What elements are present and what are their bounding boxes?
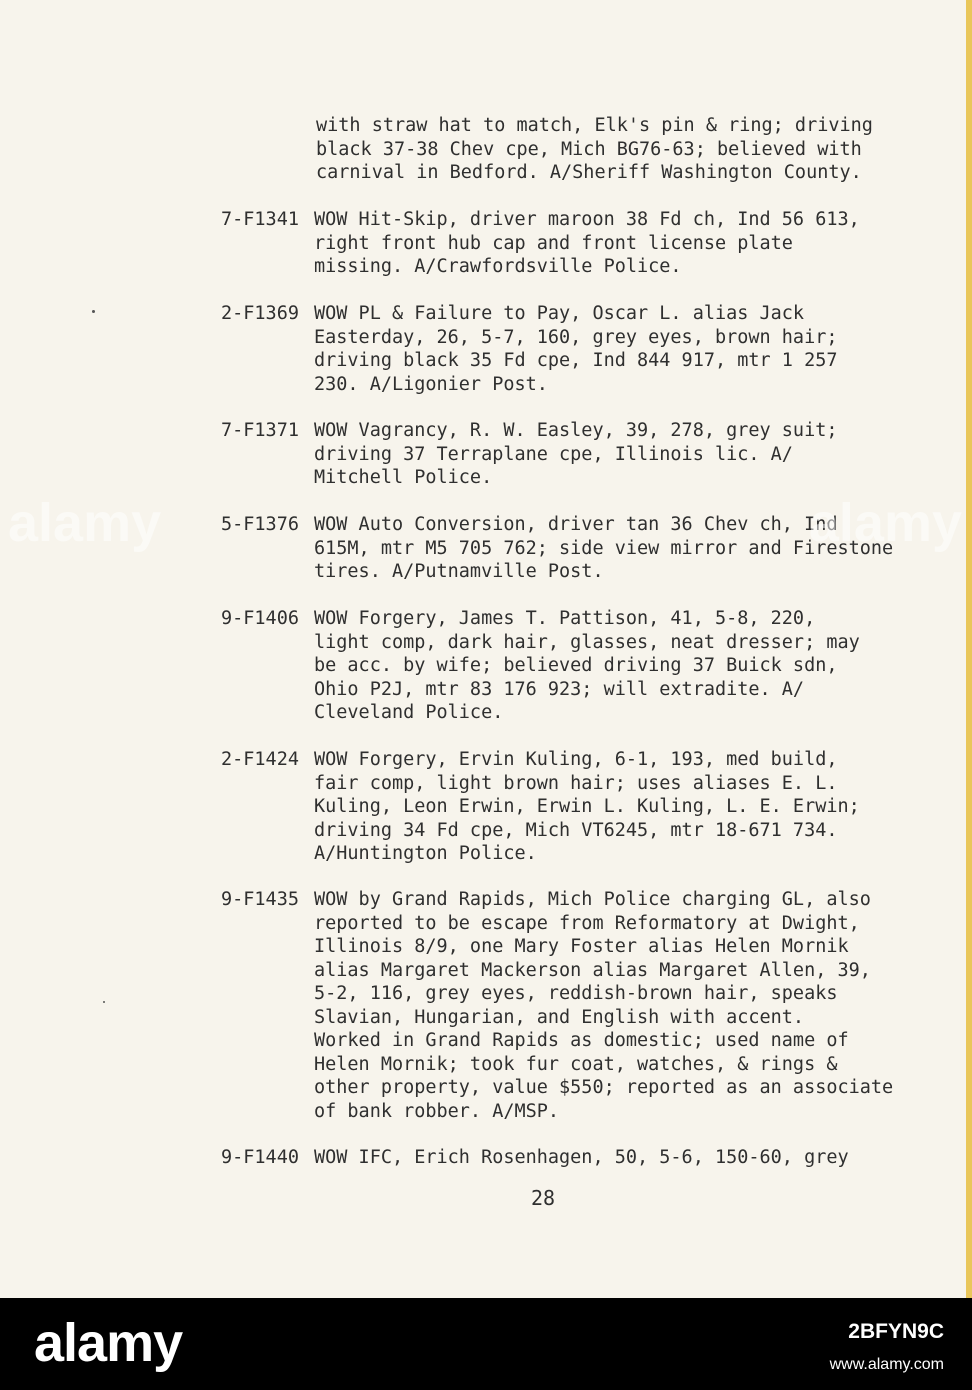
text-line: fair comp, light brown hair; uses aliases E. L. (314, 772, 838, 794)
text-line: be acc. by wife; believed driving 37 Buick sdn, (314, 655, 838, 676)
page-edge (966, 0, 972, 1298)
watermark-right: alamy (808, 493, 962, 553)
text-line: alias Margaret Mackerson alias Margaret Allen, 39, (314, 959, 871, 981)
entry-text (314, 748, 934, 866)
entry-text (314, 888, 934, 1123)
entry-code: 7-F1341 (221, 209, 299, 230)
text-line: Ohio P2J, mtr 83 176 923; will extradite. A/ (314, 678, 805, 700)
text-line: 230. A/Ligonier Post. (314, 373, 548, 395)
text-line: black 37-38 Chev cpe, Mich BG76-63; believed with (316, 138, 862, 160)
text-line: tires. A/Putnamville Post. (314, 561, 604, 582)
entry-text (314, 1146, 934, 1170)
text-line: missing. A/Crawfordsville Police. (314, 256, 682, 277)
page-number: 28 (531, 1186, 556, 1210)
text-line: driving black 35 Fd cpe, Ind 844 917, mtr 1 257 (314, 350, 838, 371)
entry-text (314, 419, 934, 490)
text-line: WOW Vagrancy, R. W. Easley, 39, 278, grey suit; (314, 420, 838, 441)
text-line: Cleveland Police. (314, 702, 504, 723)
entry-code: 7-F1371 (221, 420, 299, 441)
text-line: of bank robber. A/MSP. (314, 1100, 560, 1122)
text-line: right front hub cap and front license plate (314, 232, 793, 254)
text-line: light comp, dark hair, glasses, neat dresser; may (314, 631, 860, 653)
entry-code: 9-F1435 (221, 889, 299, 910)
text-line: WOW PL & Failure to Pay, Oscar L. alias Jack (314, 303, 805, 324)
entry-text (314, 302, 934, 396)
text-line: driving 37 Terraplane cpe, Illinois lic. A/ (314, 443, 793, 465)
entry-text (314, 208, 934, 279)
entry-code: 2-F1369 (221, 303, 299, 324)
paper-speck (92, 310, 95, 313)
entry-code: 5-F1376 (221, 514, 299, 535)
text-line: Mitchell Police. (314, 467, 493, 488)
text-line: Kuling, Leon Erwin, Erwin L. Kuling, L. E. Erwin; (314, 796, 860, 817)
text-line: Slavian, Hungarian, and English with accent. (314, 1006, 805, 1028)
paper-speck (103, 1001, 105, 1003)
text-line: 615M, mtr M5 705 762; side view mirror and Firestone (314, 537, 894, 559)
text-line: WOW Hit-Skip, driver maroon 38 Fd ch, Ind 56 613, (314, 209, 860, 230)
entry-text (314, 607, 934, 725)
entry-code: 9-F1406 (221, 608, 299, 629)
stock-footer (0, 1298, 972, 1390)
text-line: reported to be escape from Reformatory at Dwight, (314, 912, 860, 934)
watermark-left: alamy (8, 493, 162, 553)
text-line: WOW IFC, Erich Rosenhagen, 50, 5-6, 150-60, grey (314, 1147, 849, 1168)
text-line: WOW by Grand Rapids, Mich Police charging GL, also (314, 889, 871, 910)
text-line: WOW Forgery, James T. Pattison, 41, 5-8, 220, (314, 608, 816, 629)
text-line: Worked in Grand Rapids as domestic; used name of (314, 1030, 849, 1051)
text-line: with straw hat to match, Elk's pin & ring; driving (316, 115, 873, 136)
text-line: WOW Forgery, Ervin Kuling, 6-1, 193, med build, (314, 749, 838, 770)
text-line: 5-2, 116, grey eyes, reddish-brown hair, speaks (314, 983, 838, 1004)
text-line: other property, value $550; reported as an associate (314, 1077, 894, 1098)
entry-code: 2-F1424 (221, 749, 299, 770)
text-line: Helen Mornik; took fur coat, watches, & rings & (314, 1053, 838, 1075)
footer-logo: alamy (34, 1313, 183, 1373)
entry-text (314, 513, 934, 584)
text-line: Easterday, 26, 5-7, 160, grey eyes, brown hair; (314, 326, 838, 348)
continuation-text (316, 114, 873, 185)
text-line: driving 34 Fd cpe, Mich VT6245, mtr 18-671 734. (314, 819, 838, 841)
text-line: WOW Auto Conversion, driver tan 36 Chev ch, Ind (314, 514, 838, 535)
text-line: Illinois 8/9, one Mary Foster alias Helen Mornik (314, 936, 849, 957)
text-line: carnival in Bedford. A/Sheriff Washington County. (316, 162, 862, 183)
entry-code: 9-F1440 (221, 1147, 299, 1168)
footer-url: www.alamy.com (829, 1356, 944, 1373)
image-id: 2BFYN9C (848, 1320, 944, 1343)
text-line: A/Huntington Police. (314, 843, 537, 864)
